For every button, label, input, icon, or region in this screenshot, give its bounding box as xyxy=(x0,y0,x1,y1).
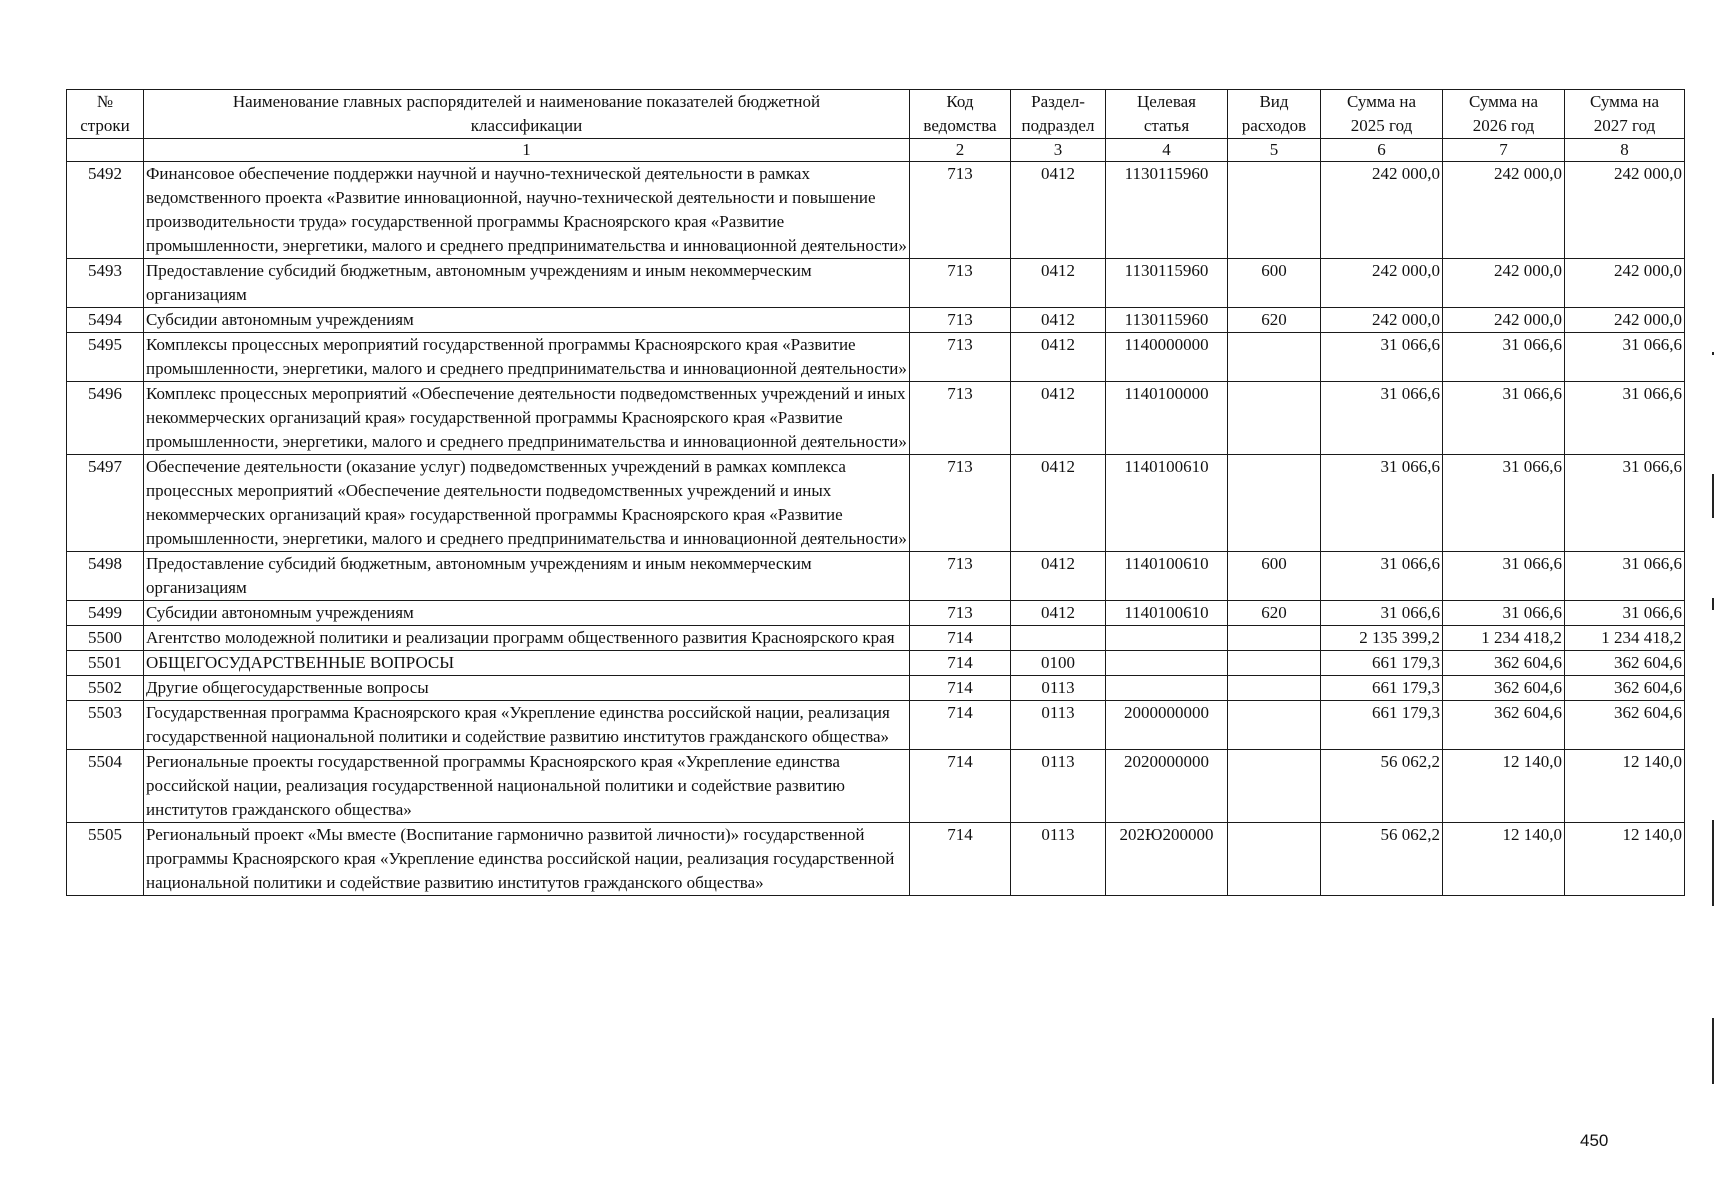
table-row xyxy=(67,651,1685,676)
section-code-cell: 0113 xyxy=(1011,676,1106,701)
row-number-cell: 5505 xyxy=(67,823,144,896)
expense-type-cell xyxy=(1228,626,1321,651)
header-row-number: № строки xyxy=(67,90,144,139)
row-name-cell: ОБЩЕГОСУДАРСТВЕННЫЕ ВОПРОСЫ xyxy=(144,651,910,676)
target-code-cell: 1140100610 xyxy=(1106,455,1228,552)
section-code-cell xyxy=(1011,626,1106,651)
sum-2027-cell: 31 066,6 xyxy=(1565,601,1685,626)
sum-2026-cell: 12 140,0 xyxy=(1443,750,1565,823)
header-sum-2025: Сумма на 2025 год xyxy=(1321,90,1443,139)
target-code-cell: 202Ю200000 xyxy=(1106,823,1228,896)
sum-2025-cell: 242 000,0 xyxy=(1321,259,1443,308)
row-name-cell: Предоставление субсидий бюджетным, автономным учреждениям и иным некоммерческим организациям xyxy=(144,259,910,308)
sum-2025-cell: 2 135 399,2 xyxy=(1321,626,1443,651)
dept-code-cell: 713 xyxy=(910,382,1011,455)
row-name-cell: Региональный проект «Мы вместе (Воспитание гармонично развитой личности)» государственной программы Красноярского края «Укрепление единства российской нации, реализация государственной национальной политики и содействие развитию институтов гражданского общества» xyxy=(144,823,910,896)
section-code-cell: 0412 xyxy=(1011,308,1106,333)
dept-code-cell: 713 xyxy=(910,259,1011,308)
target-code-cell xyxy=(1106,676,1228,701)
sum-2025-cell: 56 062,2 xyxy=(1321,823,1443,896)
table-row xyxy=(67,823,1685,896)
row-number-cell: 5503 xyxy=(67,701,144,750)
sum-2026-cell: 31 066,6 xyxy=(1443,382,1565,455)
row-name-cell: Агентство молодежной политики и реализации программ общественного развития Красноярского края xyxy=(144,626,910,651)
sum-2026-cell: 242 000,0 xyxy=(1443,308,1565,333)
row-name-cell: Региональные проекты государственной программы Красноярского края «Укрепление единства российской нации, реализация государственной национальной политики и содействие развитию институтов гражданского общества» xyxy=(144,750,910,823)
row-number-cell: 5504 xyxy=(67,750,144,823)
row-number-cell: 5498 xyxy=(67,552,144,601)
target-code-cell: 2000000000 xyxy=(1106,701,1228,750)
expense-type-cell xyxy=(1228,676,1321,701)
row-number-cell: 5494 xyxy=(67,308,144,333)
scan-edge-mark xyxy=(1712,474,1714,518)
column-number: 4 xyxy=(1106,139,1228,162)
sum-2027-cell: 31 066,6 xyxy=(1565,333,1685,382)
expense-type-cell xyxy=(1228,455,1321,552)
sum-2026-cell: 12 140,0 xyxy=(1443,823,1565,896)
sum-2025-cell: 31 066,6 xyxy=(1321,601,1443,626)
sum-2027-cell: 1 234 418,2 xyxy=(1565,626,1685,651)
row-number-cell: 5501 xyxy=(67,651,144,676)
table-row xyxy=(67,455,1685,552)
row-number-cell: 5500 xyxy=(67,626,144,651)
dept-code-cell: 713 xyxy=(910,601,1011,626)
row-name-cell: Другие общегосударственные вопросы xyxy=(144,676,910,701)
table-row xyxy=(67,750,1685,823)
section-code-cell: 0412 xyxy=(1011,455,1106,552)
table-body xyxy=(67,162,1685,896)
section-code-cell: 0113 xyxy=(1011,750,1106,823)
expense-type-cell xyxy=(1228,823,1321,896)
sum-2025-cell: 242 000,0 xyxy=(1321,162,1443,259)
target-code-cell: 1140100610 xyxy=(1106,601,1228,626)
section-code-cell: 0113 xyxy=(1011,701,1106,750)
dept-code-cell: 713 xyxy=(910,333,1011,382)
sum-2026-cell: 31 066,6 xyxy=(1443,601,1565,626)
section-code-cell: 0412 xyxy=(1011,162,1106,259)
column-number-row xyxy=(67,139,1685,162)
expense-type-cell: 620 xyxy=(1228,601,1321,626)
page-number: 450 xyxy=(1580,1131,1609,1150)
sum-2025-cell: 31 066,6 xyxy=(1321,552,1443,601)
section-code-cell: 0412 xyxy=(1011,259,1106,308)
section-code-cell: 0412 xyxy=(1011,333,1106,382)
row-name-cell: Субсидии автономным учреждениям xyxy=(144,308,910,333)
expense-type-cell xyxy=(1228,701,1321,750)
row-number-cell: 5502 xyxy=(67,676,144,701)
sum-2026-cell: 362 604,6 xyxy=(1443,701,1565,750)
scan-edge-mark xyxy=(1712,598,1714,610)
sum-2026-cell: 1 234 418,2 xyxy=(1443,626,1565,651)
row-name-cell: Государственная программа Красноярского края «Укрепление единства российской нации, реализация государственной национальной политики и содействие развитию институтов гражданского общества» xyxy=(144,701,910,750)
row-name-cell: Комплексы процессных мероприятий государственной программы Красноярского края «Развитие промышленности, энергетики, малого и среднего предпринимательства и инновационной деятельности» xyxy=(144,333,910,382)
row-name-cell: Субсидии автономным учреждениям xyxy=(144,601,910,626)
header-target: Целевая статья xyxy=(1106,90,1228,139)
sum-2027-cell: 362 604,6 xyxy=(1565,701,1685,750)
sum-2026-cell: 362 604,6 xyxy=(1443,651,1565,676)
column-number: 6 xyxy=(1321,139,1443,162)
sum-2027-cell: 242 000,0 xyxy=(1565,308,1685,333)
dept-code-cell: 713 xyxy=(910,162,1011,259)
sum-2026-cell: 242 000,0 xyxy=(1443,162,1565,259)
table-header xyxy=(67,90,1685,162)
sum-2027-cell: 12 140,0 xyxy=(1565,823,1685,896)
dept-code-cell: 713 xyxy=(910,552,1011,601)
sum-2025-cell: 661 179,3 xyxy=(1321,676,1443,701)
dept-code-cell: 714 xyxy=(910,676,1011,701)
sum-2026-cell: 31 066,6 xyxy=(1443,333,1565,382)
table-row xyxy=(67,308,1685,333)
section-code-cell: 0412 xyxy=(1011,601,1106,626)
row-number-cell: 5495 xyxy=(67,333,144,382)
column-number: 1 xyxy=(144,139,910,162)
sum-2027-cell: 31 066,6 xyxy=(1565,552,1685,601)
row-name-cell: Комплекс процессных мероприятий «Обеспечение деятельности подведомственных учреждений и иных некоммерческих организаций края» государственной программы Красноярского края «Развитие промышленности, энергетики, малого и среднего предпринимательства и инновационной деятельности» xyxy=(144,382,910,455)
section-code-cell: 0113 xyxy=(1011,823,1106,896)
header-section: Раздел- подраздел xyxy=(1011,90,1106,139)
table-row xyxy=(67,601,1685,626)
sum-2027-cell: 242 000,0 xyxy=(1565,162,1685,259)
table-row xyxy=(67,333,1685,382)
row-number-cell: 5496 xyxy=(67,382,144,455)
sum-2025-cell: 31 066,6 xyxy=(1321,333,1443,382)
expense-type-cell xyxy=(1228,162,1321,259)
dept-code-cell: 714 xyxy=(910,823,1011,896)
target-code-cell: 1130115960 xyxy=(1106,162,1228,259)
row-number-cell: 5497 xyxy=(67,455,144,552)
column-number: 5 xyxy=(1228,139,1321,162)
target-code-cell: 2020000000 xyxy=(1106,750,1228,823)
row-name-cell: Финансовое обеспечение поддержки научной и научно-технической деятельности в рамках ведомственного проекта «Развитие инновационной, научно-технической деятельности и повышение производительности труда» государственной программы Красноярского края «Развитие промышленности, энергетики, малого и среднего предпринимательства и инновационной деятельности» xyxy=(144,162,910,259)
dept-code-cell: 713 xyxy=(910,455,1011,552)
sum-2027-cell: 362 604,6 xyxy=(1565,651,1685,676)
row-number-cell: 5492 xyxy=(67,162,144,259)
header-dept-code: Код ведомства xyxy=(910,90,1011,139)
sum-2025-cell: 242 000,0 xyxy=(1321,308,1443,333)
sum-2025-cell: 31 066,6 xyxy=(1321,382,1443,455)
expense-type-cell: 600 xyxy=(1228,552,1321,601)
sum-2026-cell: 31 066,6 xyxy=(1443,455,1565,552)
sum-2025-cell: 661 179,3 xyxy=(1321,651,1443,676)
sum-2026-cell: 31 066,6 xyxy=(1443,552,1565,601)
target-code-cell: 1140000000 xyxy=(1106,333,1228,382)
expense-type-cell xyxy=(1228,750,1321,823)
header-expense-type: Вид расходов xyxy=(1228,90,1321,139)
column-number: 2 xyxy=(910,139,1011,162)
sum-2027-cell: 31 066,6 xyxy=(1565,382,1685,455)
dept-code-cell: 714 xyxy=(910,701,1011,750)
header-name: Наименование главных распорядителей и наименование показателей бюджетной классификации xyxy=(144,90,910,139)
table-row xyxy=(67,552,1685,601)
table-row xyxy=(67,676,1685,701)
budget-table xyxy=(66,89,1685,896)
dept-code-cell: 714 xyxy=(910,626,1011,651)
target-code-cell: 1130115960 xyxy=(1106,259,1228,308)
table-row xyxy=(67,162,1685,259)
expense-type-cell xyxy=(1228,382,1321,455)
section-code-cell: 0100 xyxy=(1011,651,1106,676)
sum-2027-cell: 31 066,6 xyxy=(1565,455,1685,552)
table-row xyxy=(67,382,1685,455)
expense-type-cell: 600 xyxy=(1228,259,1321,308)
row-number-cell: 5499 xyxy=(67,601,144,626)
expense-type-cell: 620 xyxy=(1228,308,1321,333)
target-code-cell: 1130115960 xyxy=(1106,308,1228,333)
column-number: 3 xyxy=(1011,139,1106,162)
sum-2026-cell: 362 604,6 xyxy=(1443,676,1565,701)
sum-2027-cell: 242 000,0 xyxy=(1565,259,1685,308)
expense-type-cell xyxy=(1228,651,1321,676)
column-number: 8 xyxy=(1565,139,1685,162)
target-code-cell xyxy=(1106,626,1228,651)
target-code-cell: 1140100610 xyxy=(1106,552,1228,601)
section-code-cell: 0412 xyxy=(1011,552,1106,601)
target-code-cell xyxy=(1106,651,1228,676)
section-code-cell: 0412 xyxy=(1011,382,1106,455)
sum-2027-cell: 362 604,6 xyxy=(1565,676,1685,701)
table-row xyxy=(67,701,1685,750)
row-number-cell: 5493 xyxy=(67,259,144,308)
expense-type-cell xyxy=(1228,333,1321,382)
column-number xyxy=(67,139,144,162)
header-sum-2027: Сумма на 2027 год xyxy=(1565,90,1685,139)
header-row xyxy=(67,90,1685,139)
row-name-cell: Предоставление субсидий бюджетным, автономным учреждениям и иным некоммерческим организациям xyxy=(144,552,910,601)
sum-2025-cell: 661 179,3 xyxy=(1321,701,1443,750)
table-row xyxy=(67,259,1685,308)
scan-edge-mark xyxy=(1712,820,1714,906)
row-name-cell: Обеспечение деятельности (оказание услуг) подведомственных учреждений в рамках комплекса процессных мероприятий «Обеспечение деятельности подведомственных учреждений и иных некоммерческих организаций края» государственной программы Красноярского края «Развитие промышленности, энергетики, малого и среднего предпринимательства и инновационной деятельности» xyxy=(144,455,910,552)
sum-2026-cell: 242 000,0 xyxy=(1443,259,1565,308)
column-number: 7 xyxy=(1443,139,1565,162)
dept-code-cell: 714 xyxy=(910,651,1011,676)
sum-2027-cell: 12 140,0 xyxy=(1565,750,1685,823)
sum-2025-cell: 56 062,2 xyxy=(1321,750,1443,823)
table-row xyxy=(67,626,1685,651)
header-sum-2026: Сумма на 2026 год xyxy=(1443,90,1565,139)
dept-code-cell: 714 xyxy=(910,750,1011,823)
sum-2025-cell: 31 066,6 xyxy=(1321,455,1443,552)
scan-edge-mark xyxy=(1712,352,1714,355)
dept-code-cell: 713 xyxy=(910,308,1011,333)
scan-edge-mark xyxy=(1712,1018,1714,1084)
target-code-cell: 1140100000 xyxy=(1106,382,1228,455)
